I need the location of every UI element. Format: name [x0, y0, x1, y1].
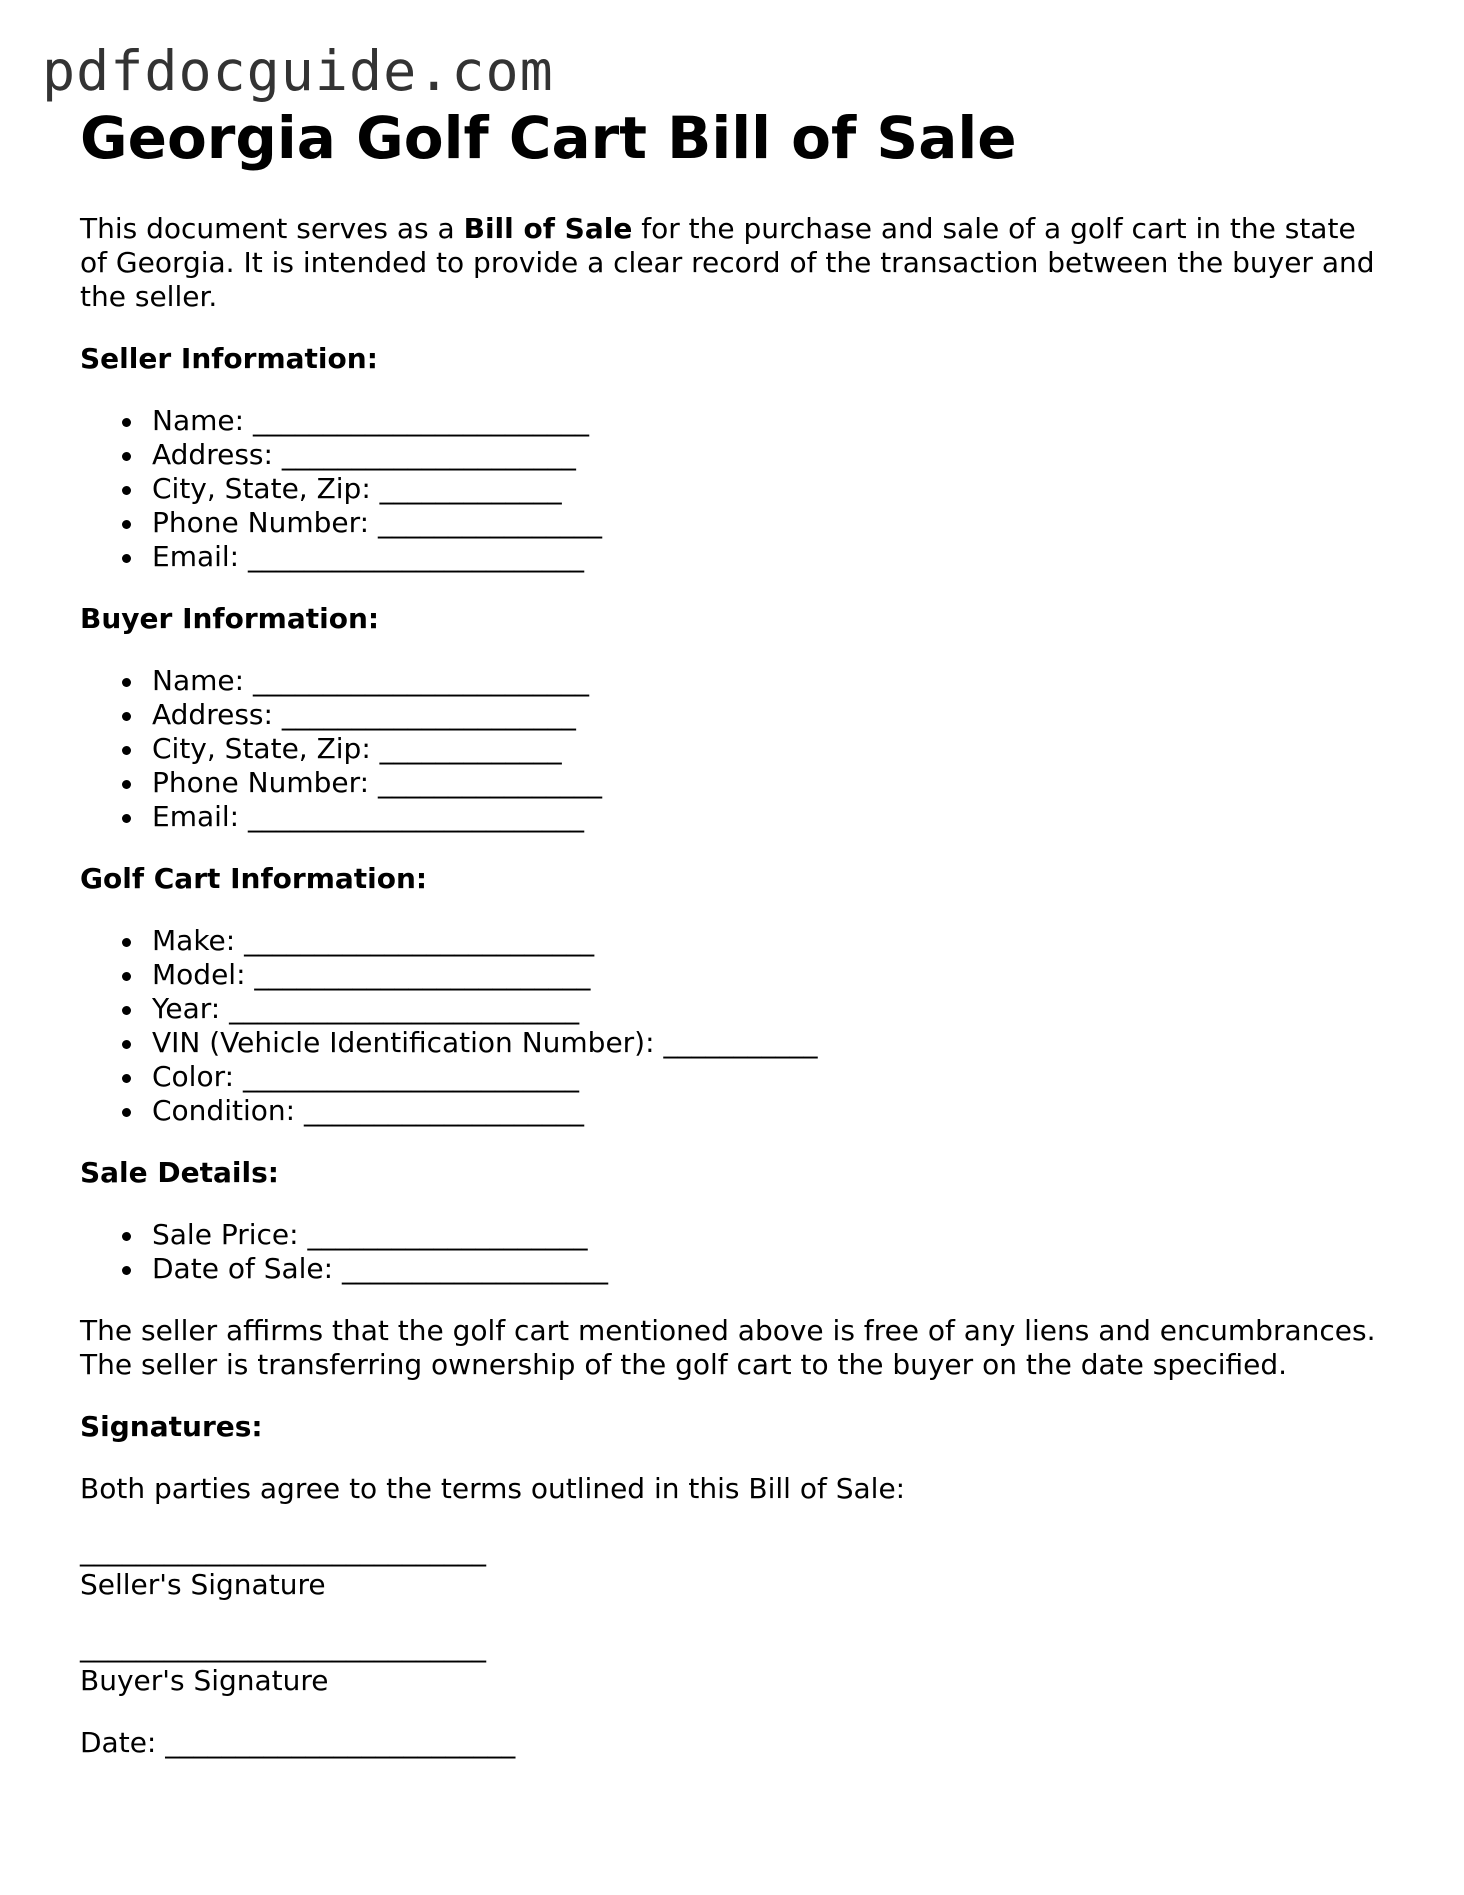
intro-text-before: This document serves as a: [80, 212, 464, 245]
field-label: Address:: [152, 438, 273, 471]
field-label: Phone Number:: [152, 766, 370, 799]
field-blank[interactable]: ___________________: [342, 1252, 608, 1285]
seller-email-field[interactable]: [152, 540, 1380, 574]
seller-phone-field[interactable]: [152, 506, 1380, 540]
seller-signature-line[interactable]: _____________________________: [80, 1534, 486, 1567]
field-blank[interactable]: ________________________: [248, 540, 585, 573]
cart-field-list: [80, 924, 1380, 1128]
seller-signature-label: Seller's Signature: [80, 1568, 326, 1601]
agreement-text: Both parties agree to the terms outlined in this Bill of Sale:: [80, 1472, 906, 1505]
date-blank[interactable]: _________________________: [165, 1726, 516, 1759]
field-label: Condition:: [152, 1094, 296, 1127]
buyer-heading: Buyer Information:: [80, 602, 380, 635]
buyer-field-list: [80, 664, 1380, 834]
watermark: pdfdocguide.com: [42, 39, 554, 103]
cart-vin-field[interactable]: [152, 1026, 1380, 1060]
field-label: VIN (Vehicle Identification Number):: [152, 1026, 655, 1059]
cart-heading: Golf Cart Information:: [80, 862, 428, 895]
field-blank[interactable]: ________________________: [254, 958, 591, 991]
field-label: Name:: [152, 664, 245, 697]
signatures-heading: Signatures:: [80, 1410, 263, 1443]
field-blank[interactable]: _____________________: [281, 698, 576, 731]
signature-date-field[interactable]: [80, 1726, 1380, 1760]
intro-bold-term: Bill of Sale: [463, 212, 633, 245]
buyer-name-field[interactable]: [152, 664, 1380, 698]
intro-text-after: for the purchase and sale of a golf cart in the state of Georgia. It is intended to provide a clear record of the transaction between the buyer and the seller.: [80, 212, 1375, 313]
field-label: Email:: [152, 540, 240, 573]
field-label: City, State, Zip:: [152, 732, 371, 765]
field-blank[interactable]: ________________: [377, 766, 602, 799]
field-label: Phone Number:: [152, 506, 370, 539]
field-blank[interactable]: ____________________: [307, 1218, 588, 1251]
field-blank[interactable]: ________________________: [252, 664, 589, 697]
seller-heading: Seller Information:: [80, 342, 378, 375]
field-blank[interactable]: _____________: [379, 732, 562, 765]
seller-address-field[interactable]: [152, 438, 1380, 472]
cart-year-field[interactable]: [152, 992, 1380, 1026]
field-blank[interactable]: ___________: [663, 1026, 818, 1059]
sale-field-list: [80, 1218, 1380, 1286]
field-blank[interactable]: ________________________: [242, 1060, 579, 1093]
sale-price-field[interactable]: [152, 1218, 1380, 1252]
field-label: Model:: [152, 958, 246, 991]
buyer-email-field[interactable]: [152, 800, 1380, 834]
buyer-city-state-zip-field[interactable]: [152, 732, 1380, 766]
cart-color-field[interactable]: [152, 1060, 1380, 1094]
seller-field-list: [80, 404, 1380, 574]
intro-paragraph: [80, 212, 1380, 314]
field-blank[interactable]: _____________: [379, 472, 562, 505]
field-label: Year:: [152, 992, 221, 1025]
field-label: Make:: [152, 924, 236, 957]
field-label: Email:: [152, 800, 240, 833]
field-blank[interactable]: ________________________: [252, 404, 589, 437]
seller-city-state-zip-field[interactable]: [152, 472, 1380, 506]
field-blank[interactable]: _________________________: [229, 992, 580, 1025]
cart-condition-field[interactable]: [152, 1094, 1380, 1128]
field-label: Sale Price:: [152, 1218, 299, 1251]
field-label: Date of Sale:: [152, 1252, 334, 1285]
document-title: Georgia Golf Cart Bill of Sale: [80, 104, 1017, 172]
sale-heading: Sale Details:: [80, 1156, 279, 1189]
seller-name-field[interactable]: [152, 404, 1380, 438]
cart-model-field[interactable]: [152, 958, 1380, 992]
buyer-address-field[interactable]: [152, 698, 1380, 732]
field-blank[interactable]: _____________________: [281, 438, 576, 471]
buyer-signature-line[interactable]: _____________________________: [80, 1630, 486, 1663]
field-blank[interactable]: ________________________: [248, 800, 585, 833]
field-blank[interactable]: ________________: [377, 506, 602, 539]
sale-date-field[interactable]: [152, 1252, 1380, 1286]
field-label: City, State, Zip:: [152, 472, 371, 505]
field-label: Address:: [152, 698, 273, 731]
cart-make-field[interactable]: [152, 924, 1380, 958]
field-blank[interactable]: _________________________: [244, 924, 595, 957]
document-body: [80, 100, 1380, 1760]
field-label: Color:: [152, 1060, 235, 1093]
buyer-phone-field[interactable]: [152, 766, 1380, 800]
affirmation-paragraph: The seller affirms that the golf cart mentioned above is free of any liens and encumbrances. The seller is transferring ownership of the golf cart to the buyer on the date specified.: [80, 1314, 1376, 1381]
signature-block: [80, 1534, 1380, 1698]
date-label: Date:: [80, 1726, 157, 1759]
field-label: Name:: [152, 404, 245, 437]
buyer-signature-label: Buyer's Signature: [80, 1664, 329, 1697]
field-blank[interactable]: ____________________: [303, 1094, 584, 1127]
